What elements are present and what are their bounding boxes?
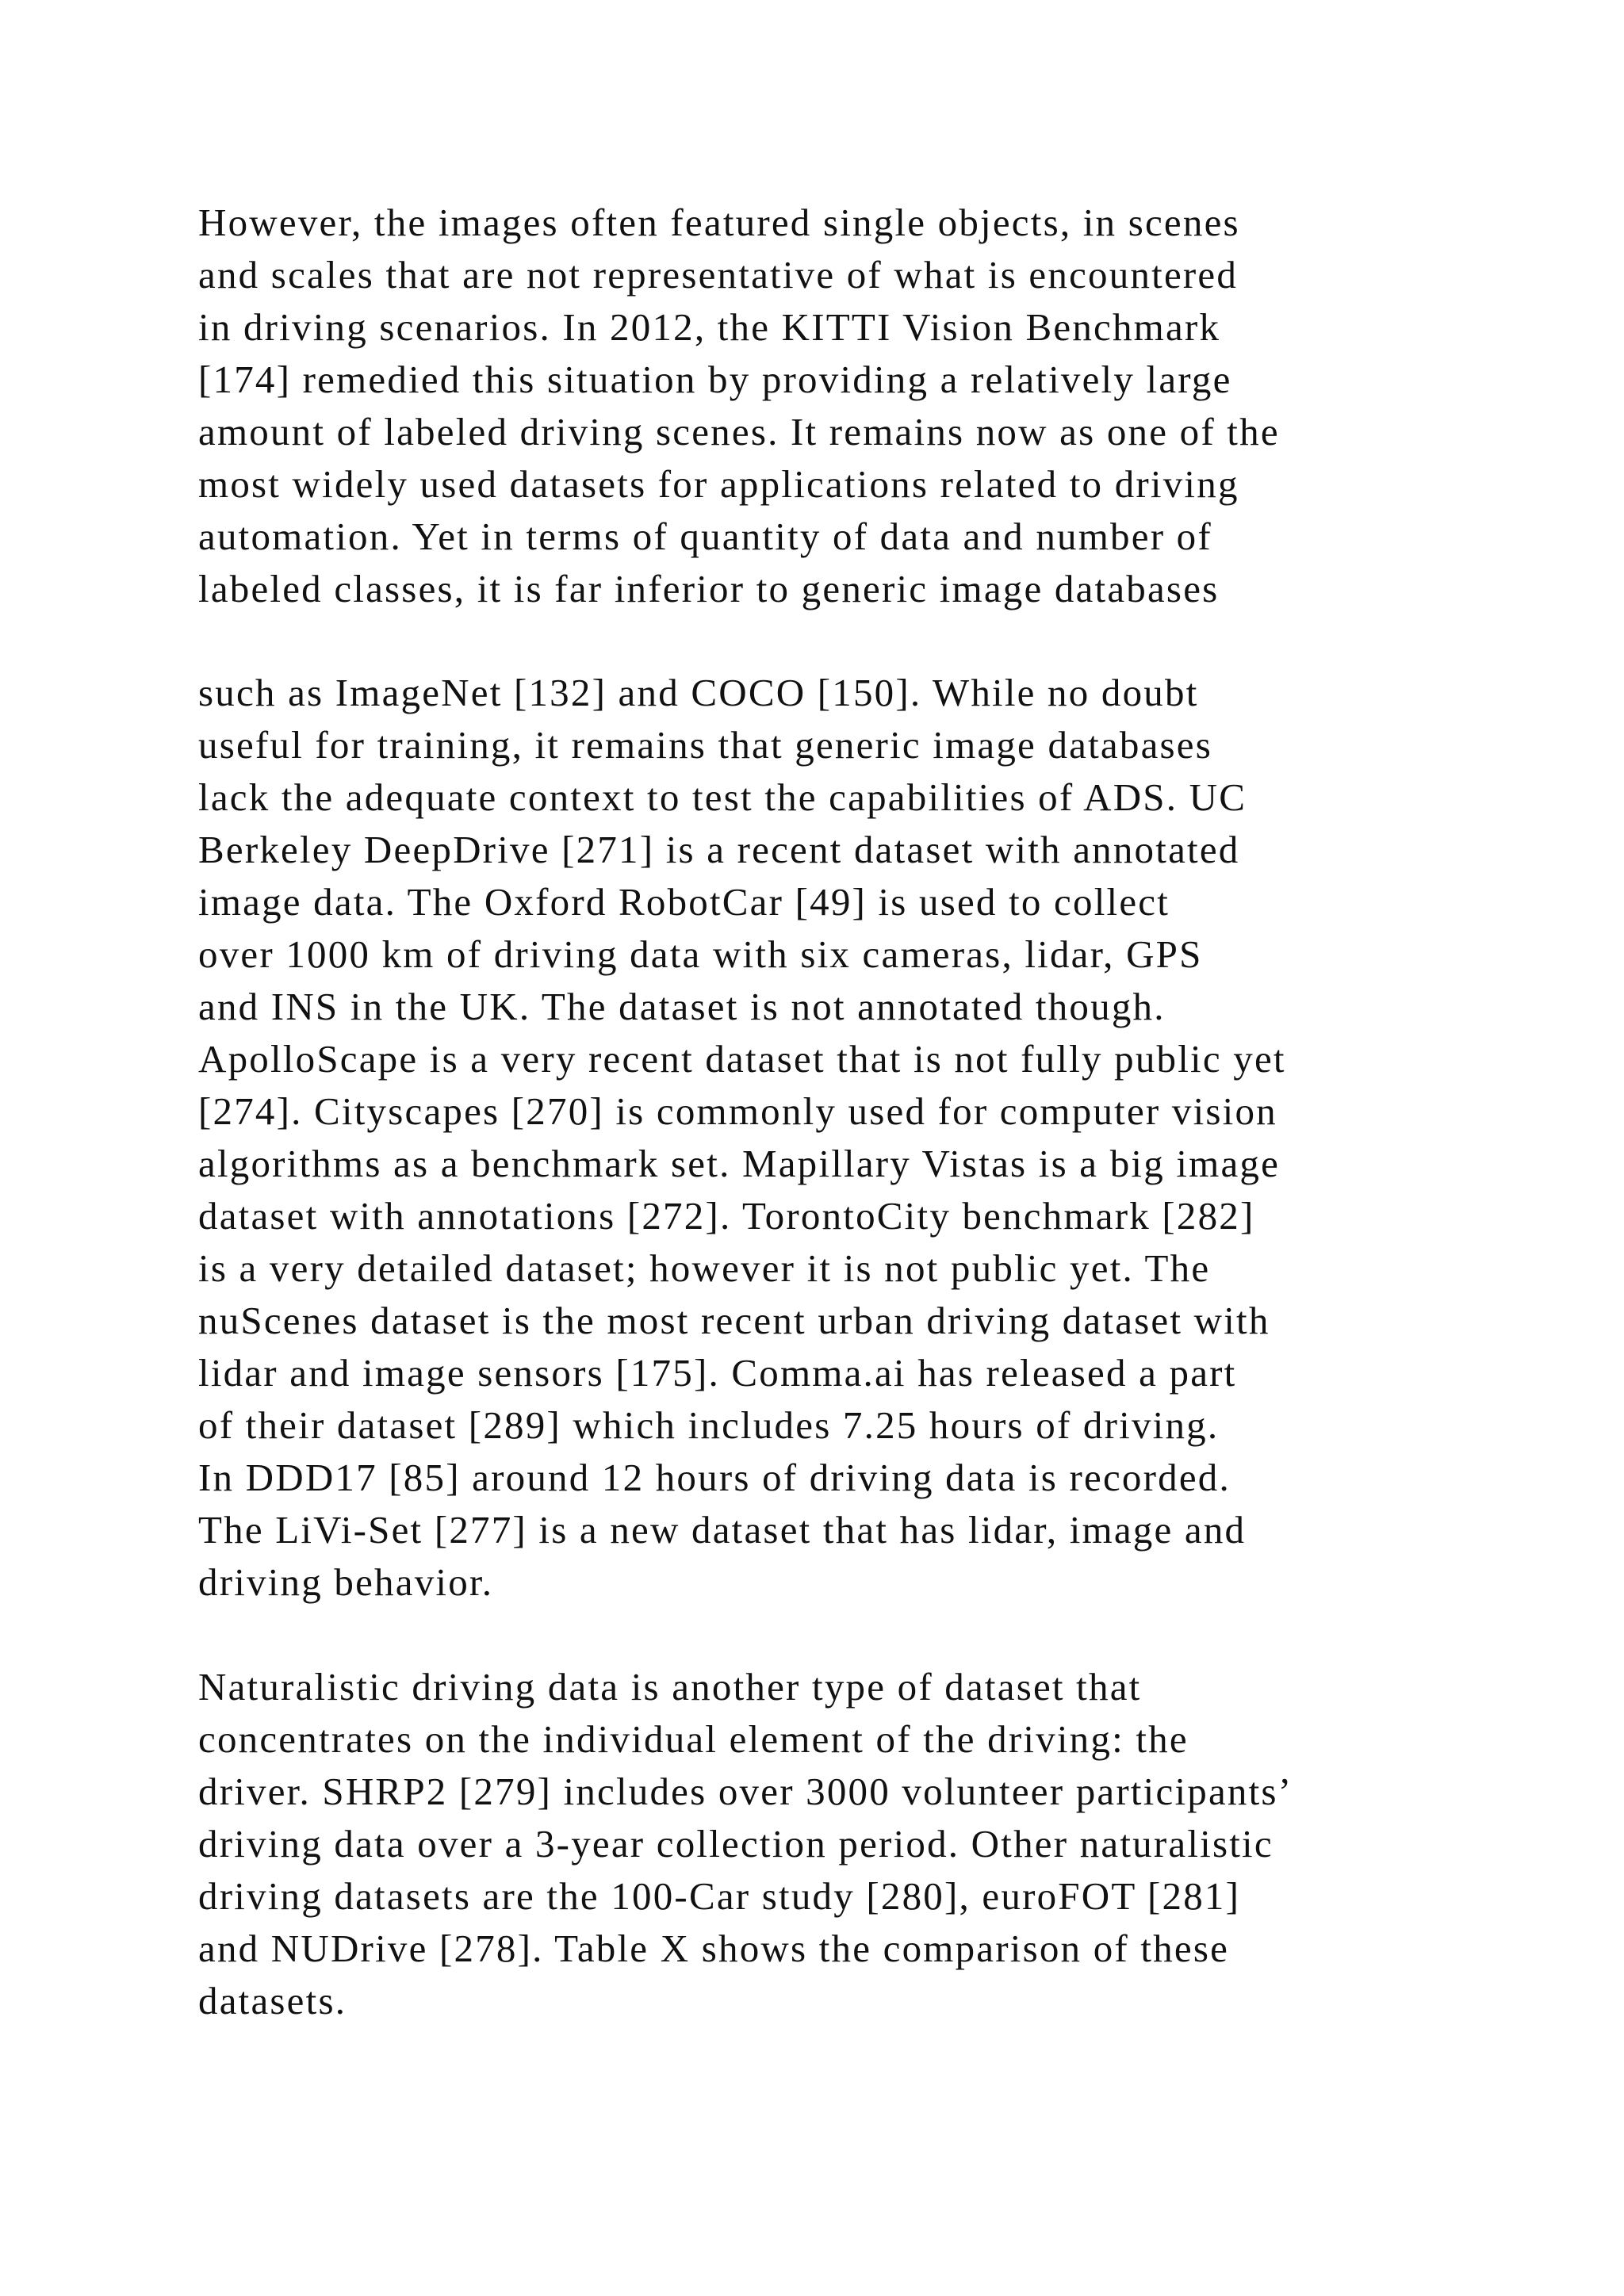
text-line: The LiVi-Set [277] is a new dataset that has lidar, image and [198,1508,1247,1552]
text-line: driver. SHRP2 [279] includes over 3000 volunteer participants’ [198,1770,1293,1813]
text-line: [274]. Cityscapes [270] is commonly used for computer vision [198,1089,1277,1133]
text-line: automation. Yet in terms of quantity of data and number of [198,515,1212,558]
text-line: datasets. [198,1979,347,2022]
text-line: driving datasets are the 100-Car study [280], euroFOT [281] [198,1874,1241,1918]
paragraph-2 [198,667,1499,1609]
text-line: of their dataset [289] which includes 7.25 hours of driving. [198,1403,1220,1447]
paragraph-3 [198,1661,1499,2027]
text-line: ApolloScape is a very recent dataset that is not fully public yet [198,1037,1286,1081]
text-line: labeled classes, it is far inferior to generic image databases [198,567,1220,610]
text-line: over 1000 km of driving data with six cameras, lidar, GPS [198,932,1203,976]
text-line: [174] remedied this situation by providing a relatively large [198,358,1232,401]
text-line: nuScenes dataset is the most recent urban driving dataset with [198,1299,1270,1342]
text-line: in driving scenarios. In 2012, the KITTI Vision Benchmark [198,305,1221,349]
text-line: is a very detailed dataset; however it is not public yet. The [198,1246,1211,1290]
text-line: and scales that are not representative of what is encountered [198,253,1239,297]
text-line: such as ImageNet [132] and COCO [150]. While no doubt [198,671,1199,714]
paragraph-1 [198,197,1499,615]
text-line: image data. The Oxford RobotCar [49] is used to collect [198,880,1170,924]
text-line: In DDD17 [85] around 12 hours of driving data is recorded. [198,1456,1231,1499]
text-line: amount of labeled driving scenes. It remains now as one of the [198,410,1280,453]
text-line: Naturalistic driving data is another type of dataset that [198,1665,1142,1709]
text-line: lack the adequate context to test the capabilities of ADS. UC [198,775,1247,819]
text-line: Berkeley DeepDrive [271] is a recent dataset with annotated [198,828,1240,871]
text-line: lidar and image sensors [175]. Comma.ai has released a part [198,1351,1237,1395]
text-line: driving data over a 3-year collection period. Other naturalistic [198,1822,1274,1866]
text-line: useful for training, it remains that generic image databases [198,723,1213,767]
text-line: dataset with annotations [272]. TorontoCity benchmark [282] [198,1194,1255,1238]
text-line: and INS in the UK. The dataset is not annotated though. [198,985,1166,1028]
text-line: most widely used datasets for applications related to driving [198,462,1239,506]
text-line: driving behavior. [198,1560,494,1604]
text-line: algorithms as a benchmark set. Mapillary Vistas is a big image [198,1142,1281,1185]
text-line: concentrates on the individual element of the driving: the [198,1717,1189,1761]
text-line: and NUDrive [278]. Table X shows the comparison of these [198,1927,1230,1970]
text-line: However, the images often featured single objects, in scenes [198,201,1240,244]
